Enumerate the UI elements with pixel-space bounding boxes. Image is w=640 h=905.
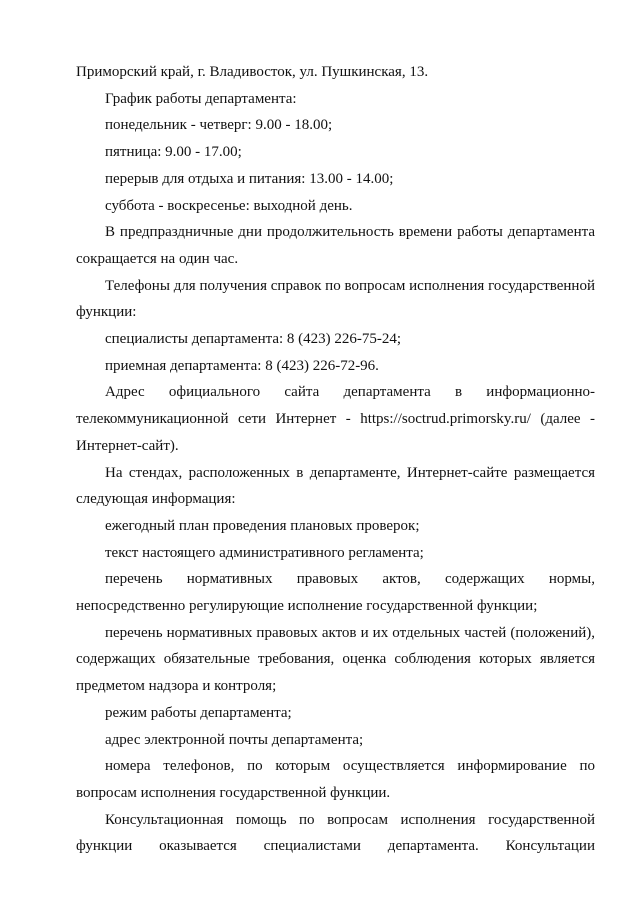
paragraph-address: Приморский край, г. Владивосток, ул. Пушкинская, 13. — [76, 64, 429, 80]
paragraph-phone-reception: приемная департамента: 8 (423) 226-72-96. — [105, 357, 379, 374]
paragraph-stands-heading: На стендах, расположенных в департаменте, Интернет-сайте размещается следующая информация: — [76, 464, 595, 508]
paragraph-schedule-weekend: суббота - воскресенье: выходной день. — [105, 197, 353, 214]
paragraph-schedule-break: перерыв для отдыха и питания: 13.00 - 14.00; — [105, 170, 394, 187]
paragraph-schedule-mon-thu: понедельник - четверг: 9.00 - 18.00; — [105, 117, 333, 134]
paragraph-item-legal-acts-requirements: перечень нормативных правовых актов и их отдельных частей (положений), содержащих обязательные требования, оценка соблюдения которых является предметом надзора и контроля; — [76, 624, 595, 695]
paragraph-schedule-heading: График работы департамента: — [105, 90, 297, 107]
paragraph-schedule-fri: пятница: 9.00 - 17.00; — [105, 144, 242, 161]
paragraph-item-email: адрес электронной почты департамента; — [105, 731, 364, 748]
paragraph-item-work-mode: режим работы департамента; — [105, 704, 292, 721]
paragraph-item-annual-plan: ежегодный план проведения плановых проверок; — [105, 517, 420, 534]
paragraph-item-regulation-text: текст настоящего административного регламента; — [105, 544, 424, 561]
paragraph-website: Адрес официального сайта департамента в информационно-телекоммуникационной сети Интернет - https://soctrud.primorsky.ru/ (далее - Интернет-сайт). — [76, 384, 595, 454]
document-body — [76, 59, 595, 860]
paragraph-phone-specialists: специалисты департамента: 8 (423) 226-75-24; — [105, 331, 402, 348]
paragraph-phones-heading: Телефоны для получения справок по вопросам исполнения государственной функции: — [76, 277, 595, 321]
paragraph-holiday-eve: В предпраздничные дни продолжительность времени работы департамента сокращается на один час. — [76, 224, 595, 267]
paragraph-item-phone-numbers: номера телефонов, по которым осуществляется информирование по вопросам исполнения государственной функции. — [76, 758, 595, 801]
paragraph-consultation: Консультационная помощь по вопросам исполнения государственной функции оказывается специалистами департамента. Консультации — [76, 811, 595, 855]
paragraph-item-legal-acts: перечень нормативных правовых актов, содержащих нормы, непосредственно регулирующие исполнение государственной функции; — [76, 571, 595, 615]
